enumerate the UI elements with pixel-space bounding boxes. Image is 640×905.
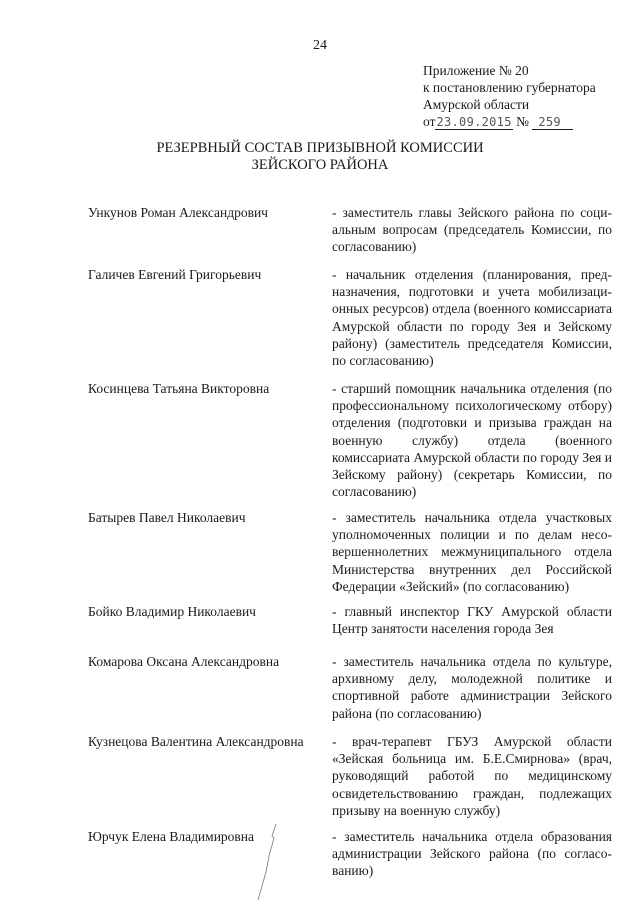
resolution-date: 23.09.2015 [436,115,512,129]
member-role: - врач-терапевт ГБУЗ Амурской области «Зейская больница им. Б.Е.Смирнова» (врач, руководящий работой по медицинскому освидетельствованию граждан, подлежащих призыву на военную службу) [332,734,612,818]
appendix-block [423,62,628,131]
member-name: Галичев Евгений Григорьевич [88,267,262,282]
resolution-number: 259 [532,115,573,130]
member-role: - начальник отделения (планирования, предназначения, подготовки и учета мобилизационных ресурсов) отдела (военного комиссариата Амурской области по городу Зея и Зейскому району) (заместитель председателя Комиссии, по согласованию) [332,267,612,369]
member-name: Батырев Павел Николаевич [88,510,246,525]
appendix-region: Амурской области [423,97,530,112]
appendix-title: Приложение № 20 [423,63,529,78]
member-role: - главный инспектор ГКУ Амурской области Центр занятости населения города Зея [332,604,612,637]
number-prefix: № [516,114,529,129]
title-line-2: ЗЕЙСКОГО РАЙОНА [251,157,389,173]
member-name: Комарова Оксана Александровна [88,654,280,669]
document-title [0,140,640,174]
member-name: Кузнецова Валентина Александровна [88,734,304,749]
member-role: - заместитель начальника отдела по культуре, архивному делу, молодежной политике и спортивной работе администрации Зейского района (по согласованию) [332,654,612,721]
appendix-date-line [423,113,628,131]
appendix-resolution: к постановлению губернатора [423,80,596,95]
page-number: 24 [313,38,327,53]
member-name: Ункунов Роман Александрович [88,205,268,220]
member-role: - заместитель начальника отдела образования администрации Зейского района (по согласованию) [332,829,612,879]
member-role: - заместитель главы Зейского района по социальным вопросам (председатель Комиссии, по согласованию) [332,205,612,255]
member-name: Бойко Владимир Николаевич [88,604,256,619]
title-line-1: РЕЗЕРВНЫЙ СОСТАВ ПРИЗЫВНОЙ КОМИССИИ [156,140,484,156]
pen-mark-icon [252,822,282,902]
member-role: - заместитель начальника отдела участковых уполномоченных полиции и по делам несовершеннолетних межмуниципального отдела Министерства внутренних дел Российской Федерации «Зейский» (по согласованию) [332,510,612,594]
member-role: - старший помощник начальника отделения (по профессиональному психологическому отбору) отделения (подготовки и призыва граждан на военную службу) отдела (военного комиссариата Амурской области по городу Зея и Зейскому району) (секретарь Комиссии, по согласованию) [332,381,612,500]
date-prefix: от [423,114,436,129]
member-name: Юрчук Елена Владимировна [88,829,255,844]
member-name: Косинцева Татьяна Викторовна [88,381,270,396]
